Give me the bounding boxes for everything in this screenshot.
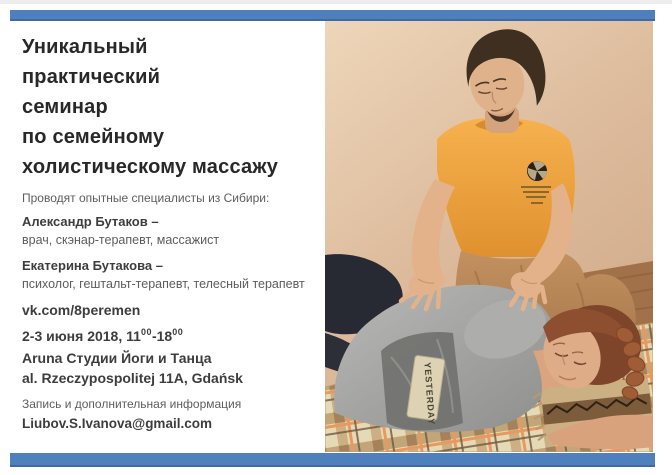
title-line-1: Уникальный (22, 36, 148, 58)
presenter-name-1: Александр Бутаков – (22, 214, 159, 229)
contact-email: Liubov.S.Ivanova@gmail.com (22, 416, 212, 431)
seminar-photo (325, 21, 653, 452)
presenter-name-2: Екатерина Бутакова – (22, 258, 163, 273)
event-address: al. Rzeczypospolitej 11A, Gdańsk (22, 370, 243, 386)
title-line-3: семинар (22, 96, 108, 118)
event-start-superscript: 00 (140, 327, 152, 337)
title-line-4: по семейному (22, 126, 165, 148)
event-end-superscript: 00 (172, 327, 184, 337)
vk-link: vk.com/8peremen (22, 302, 141, 318)
bottom-accent-bar (10, 453, 655, 467)
top-accent-bar (10, 10, 655, 21)
contact-note: Запись и дополнительная информация (22, 397, 242, 411)
shirt-print-label: YESTERDAY (422, 361, 437, 426)
event-date (22, 327, 322, 344)
title-line-2: практический (22, 66, 161, 88)
event-date-mid: -18 (151, 328, 173, 344)
flyer-title (22, 32, 322, 182)
event-date-prefix: 2-3 июня 2018, 11 (22, 328, 141, 344)
title-line-5: холистическому массажу (22, 156, 279, 178)
presenter-role-2: психолог, гештальт-терапевт, телесный терапевт (22, 277, 305, 291)
presenters-intro: Проводят опытные специалисты из Сибири: (22, 191, 270, 205)
presenter-role-1: врач, скэнар-терапевт, массажист (22, 233, 220, 247)
event-venue: Aruna Студии Йоги и Танца (22, 350, 212, 366)
page-top-edge (0, 0, 672, 4)
